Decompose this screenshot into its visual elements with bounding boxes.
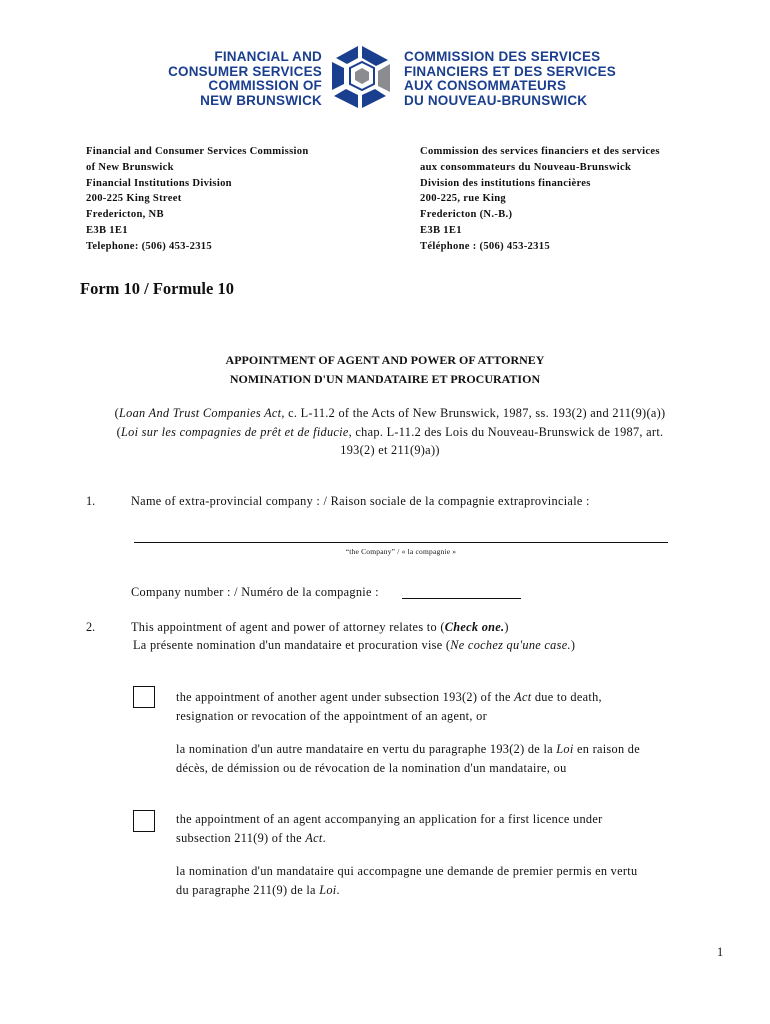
check-one-emphasis: Check one. xyxy=(444,620,505,634)
act-reference-en xyxy=(90,404,690,423)
act-reference-fr xyxy=(90,423,690,442)
form-title: Form 10 / Formule 10 xyxy=(80,279,234,298)
text-run: . xyxy=(336,882,340,897)
option1-text-fr xyxy=(176,740,640,777)
act-title-fr: Loi sur les compagnies de prêt et de fiducie xyxy=(120,424,349,439)
act-word: Act xyxy=(514,690,532,704)
section2-intro-en xyxy=(131,618,509,637)
option2-checkbox[interactable] xyxy=(133,810,155,832)
act-citation-en: , c. L-11.2 of the Acts of New Brunswick, 1987, ss. 193(2) and 211(9)(a)) xyxy=(281,406,666,420)
intro-text: La présente nomination d'un mandataire et procuration vise ( xyxy=(133,638,451,652)
address-line: Fredericton, NB xyxy=(86,209,164,221)
option1-en-line2: resignation or revocation of the appointment of an agent, or xyxy=(176,708,487,723)
text-run: subsection 211(9) of the xyxy=(176,830,306,845)
option2-text-en xyxy=(176,810,603,847)
title-en: APPOINTMENT OF AGENT AND POWER OF ATTORNEY xyxy=(225,353,545,367)
logo-text-fr xyxy=(404,50,616,108)
address-line: Telephone: (506) 453-2315 xyxy=(86,240,212,252)
address-line: 200-225 King Street xyxy=(86,193,182,205)
logo-fr-line: AUX CONSOMMATEURS xyxy=(404,78,567,93)
section-number: 2. xyxy=(86,620,96,634)
text-run: du paragraphe 211(9) de la xyxy=(176,882,320,897)
page-number: 1 xyxy=(717,945,724,959)
option1-fr-line2: décès, de démission ou de révocation de la nomination d'un mandataire, ou xyxy=(176,760,567,775)
text-run: the appointment of another agent under subsection 193(2) of the xyxy=(176,690,515,704)
text-run: en raison de xyxy=(573,742,640,756)
address-line: E3B 1E1 xyxy=(86,224,128,236)
option1-checkbox[interactable] xyxy=(133,686,155,708)
text-run: la nomination d'un autre mandataire en vertu du paragraphe 193(2) de la xyxy=(176,742,557,756)
paren: ( xyxy=(116,424,121,439)
fcnb-emblem-icon xyxy=(328,44,396,110)
address-line: Téléphone : (506) 453-2315 xyxy=(420,240,550,252)
loi-word: Loi xyxy=(556,742,574,756)
option2-fr-line2 xyxy=(176,881,637,900)
address-line: aux consommateurs du Nouveau-Brunswick xyxy=(420,161,632,173)
company-caption: “the Company” / « la compagnie » xyxy=(345,547,457,556)
address-line: Fredericton (N.-B.) xyxy=(420,209,513,221)
company-number-field[interactable] xyxy=(402,582,521,599)
option1-en-line1 xyxy=(176,688,602,707)
paren: ) xyxy=(504,620,509,634)
company-name-label: Name of extra-provincial company : / Raison sociale de la compagnie extraprovinciale : xyxy=(131,494,590,508)
address-line: E3B 1E1 xyxy=(420,224,462,236)
title-fr: NOMINATION D'UN MANDATAIRE ET PROCURATION xyxy=(229,372,541,386)
address-line: of New Brunswick xyxy=(86,161,174,173)
option1-text-en xyxy=(176,688,602,725)
paren: ( xyxy=(114,406,119,420)
act-citation-fr-cont: 193(2) et 211(9)a)) xyxy=(340,443,440,457)
act-word: Act xyxy=(305,830,323,845)
option1-fr-line1 xyxy=(176,740,640,759)
text-run: due to death, xyxy=(531,690,602,704)
text-run: . xyxy=(322,830,326,845)
address-block-fr xyxy=(420,144,660,255)
document-title xyxy=(0,351,770,389)
logo-en-line: CONSUMER SERVICES xyxy=(168,63,322,79)
address-line: Commission des services financiers et des services xyxy=(420,146,660,157)
logo-en-line: NEW BRUNSWICK xyxy=(200,92,322,108)
act-title-en: Loan And Trust Companies Act xyxy=(119,406,282,420)
logo-en-line: COMMISSION OF xyxy=(208,78,322,93)
address-line: Division des institutions financières xyxy=(420,177,591,189)
logo-fr-line: COMMISSION DES SERVICES xyxy=(404,49,601,64)
logo-fr-line: DU NOUVEAU-BRUNSWICK xyxy=(404,92,588,108)
option2-fr-line1: la nomination d'un mandataire qui accompagne une demande de premier permis en vertu xyxy=(176,864,638,878)
address-line: Financial and Consumer Services Commission xyxy=(86,146,309,157)
act-reference xyxy=(90,404,690,460)
section2-intro-fr xyxy=(133,636,575,655)
address-line: Financial Institutions Division xyxy=(86,177,232,189)
company-name-field[interactable] xyxy=(134,526,668,543)
act-citation-fr: , chap. L-11.2 des Lois du Nouveau-Brunswick de 1987, art. xyxy=(348,424,664,439)
logo-en-line: FINANCIAL AND xyxy=(214,49,322,64)
paren: ) xyxy=(570,638,576,652)
option2-en-line2 xyxy=(176,829,603,848)
logo-text-en xyxy=(168,50,322,108)
option2-text-fr xyxy=(176,862,637,899)
address-line: 200-225, rue King xyxy=(420,193,507,205)
loi-word: Loi xyxy=(319,882,337,897)
company-number-label: Company number : / Numéro de la compagnie : xyxy=(131,585,379,599)
option2-en-line1: the appointment of an agent accompanying an application for a first licence under xyxy=(176,812,603,826)
section-number: 1. xyxy=(86,494,96,508)
address-block-en xyxy=(86,144,309,255)
logo-fr-line: FINANCIERS ET DES SERVICES xyxy=(404,63,616,79)
intro-text: This appointment of agent and power of attorney relates to ( xyxy=(131,620,445,634)
letterhead-logo xyxy=(0,44,770,114)
check-one-emphasis-fr: Ne cochez qu'une case. xyxy=(450,638,571,652)
